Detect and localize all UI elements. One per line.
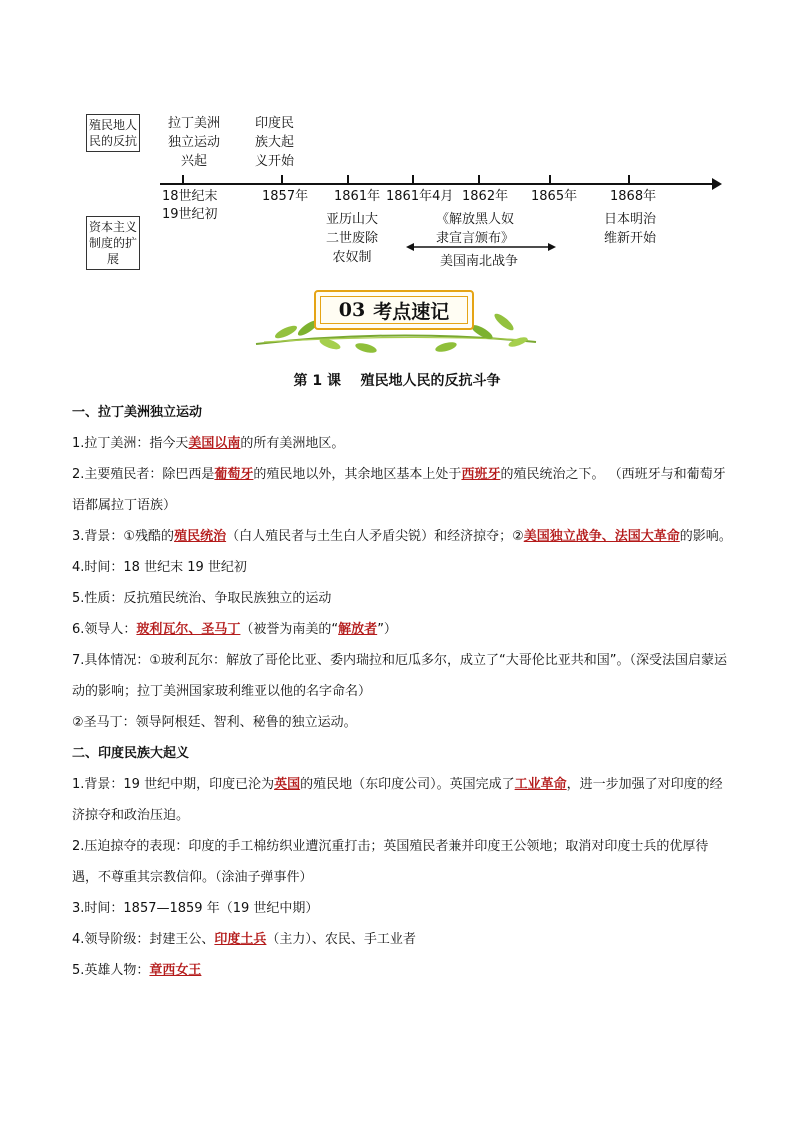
list-item (72, 769, 732, 831)
item-text: 7.具体情况：①玻利瓦尔：解放了哥伦比亚、委内瑞拉和厄瓜多尔，成立了“大哥伦比亚共和国”。（深受法国启蒙运动的影响；拉丁美洲国家玻利维亚以他的名字命名） (72, 653, 728, 699)
timeline-tick (347, 175, 349, 184)
key-term: 美国以南 (188, 436, 241, 451)
timeline-tick (549, 175, 551, 184)
timeline-event-meiji: 日本明治 维新开始 (604, 212, 657, 246)
item-text: （被誉为南美的“ (240, 622, 339, 637)
key-term: 西班牙 (461, 467, 501, 482)
item-text: 6.领导人： (72, 622, 137, 637)
timeline-tick (628, 175, 630, 184)
item-text: 的影响。 (679, 529, 732, 544)
item-text: 1.背景：19 世纪中期，印度已沦为 (72, 777, 275, 792)
badge-number: 03 (338, 299, 366, 321)
list-item (72, 707, 732, 738)
key-term: 英国 (274, 777, 301, 792)
timeline-event-india-uprising: 印度民 族大起 义开始 (255, 116, 295, 169)
list-item (72, 924, 732, 955)
timeline-row-label-resistance: 殖民地人民的反抗 (86, 114, 140, 152)
list-item (72, 645, 732, 707)
key-term: 章西女王 (149, 963, 202, 978)
timeline-date: 18世纪末 19世纪初 (162, 189, 218, 222)
timeline-row-label-capitalism: 资本主义制度的扩展 (86, 216, 140, 270)
timeline-tick (182, 175, 184, 184)
item-text: 的殖民地以外，其余地区基本上处于 (253, 467, 462, 482)
item-text: ”） (377, 622, 397, 637)
timeline-event-serf-abolition: 亚历山大 二世废除 农奴制 (326, 212, 379, 265)
key-term: 葡萄牙 (214, 467, 254, 482)
item-text: 3.时间：1857—1859 年（19 世纪中期） (72, 901, 319, 916)
item-text: 2.压迫掠夺的表现：印度的手工棉纺织业遭沉重打击；英国殖民者兼并印度王公领地；取消对印度士兵的优厚待遇，不尊重其宗教信仰。（涂油子弹事件） (72, 839, 709, 885)
list-item (72, 459, 732, 521)
list-item (72, 428, 732, 459)
item-text: 4.时间：18 世纪末 19 世纪初 (72, 560, 247, 575)
list-item (72, 614, 732, 645)
item-text: （主力）、农民、手工业者 (266, 932, 416, 947)
lesson-title: 第 1 课 殖民地人民的反抗斗争 (293, 373, 501, 389)
timeline-event-latin-america: 拉丁美洲 独立运动 兴起 (168, 116, 221, 169)
timeline-date: 1857年 (262, 189, 309, 204)
list-item (72, 955, 732, 986)
section-heading: 二、印度民族大起义 (72, 746, 190, 761)
key-term: 解放者 (338, 622, 378, 637)
section-heading: 一、拉丁美洲独立运动 (72, 405, 203, 420)
list-item (72, 831, 732, 893)
item-text: 的殖民统治之下。 （西班牙与和葡萄牙语都属拉丁语族） (72, 467, 726, 513)
list-item (72, 893, 732, 924)
timeline-date: 1865年 (531, 189, 578, 204)
item-text: （白人殖民者与土生白人矛盾尖锐）和经济掠夺；② (226, 529, 524, 544)
key-term: 美国独立战争、法国大革命 (523, 529, 680, 544)
timeline-event-emancipation: 《解放黑人奴 隶宣言颁布》 (436, 212, 515, 246)
timeline-tick (281, 175, 283, 184)
document-body (72, 397, 732, 986)
key-term: 印度土兵 (214, 932, 267, 947)
timeline-date: 1861年4月 (386, 189, 454, 204)
item-text: 5.英雄人物： (72, 963, 150, 978)
item-text: 的所有美洲地区。 (240, 436, 345, 451)
item-text: 的殖民地（东印度公司）。英国完成了 (300, 777, 515, 792)
timeline-date: 1861年 (334, 189, 381, 204)
list-item (72, 552, 732, 583)
timeline-war-label: 美国南北战争 (440, 254, 519, 269)
timeline-tick (412, 175, 414, 184)
list-item (72, 521, 732, 552)
timeline-date: 1862年 (462, 189, 509, 204)
key-term: 工业革命 (514, 777, 567, 792)
item-text: 5.性质：反抗殖民统治、争取民族独立的运动 (72, 591, 332, 606)
timeline-date: 1868年 (610, 189, 657, 204)
section-badge (314, 290, 474, 330)
list-item (72, 583, 732, 614)
item-text: 4.领导阶级：封建王公、 (72, 932, 215, 947)
item-text: ②圣马丁：领导阿根廷、智利、秘鲁的独立运动。 (72, 715, 357, 730)
timeline-tick (478, 175, 480, 184)
item-text: 3.背景：①残酷的 (72, 529, 175, 544)
key-term: 殖民统治 (174, 529, 227, 544)
item-text: ，进一步加强了对印度的经济掠夺和政治压迫。 (72, 777, 723, 823)
item-text: 1.拉丁美洲：指今天 (72, 436, 189, 451)
key-term: 玻利瓦尔、圣马丁 (136, 622, 241, 637)
item-text: 2.主要殖民者：除巴西是 (72, 467, 215, 482)
badge-title: 考点速记 (373, 300, 450, 323)
